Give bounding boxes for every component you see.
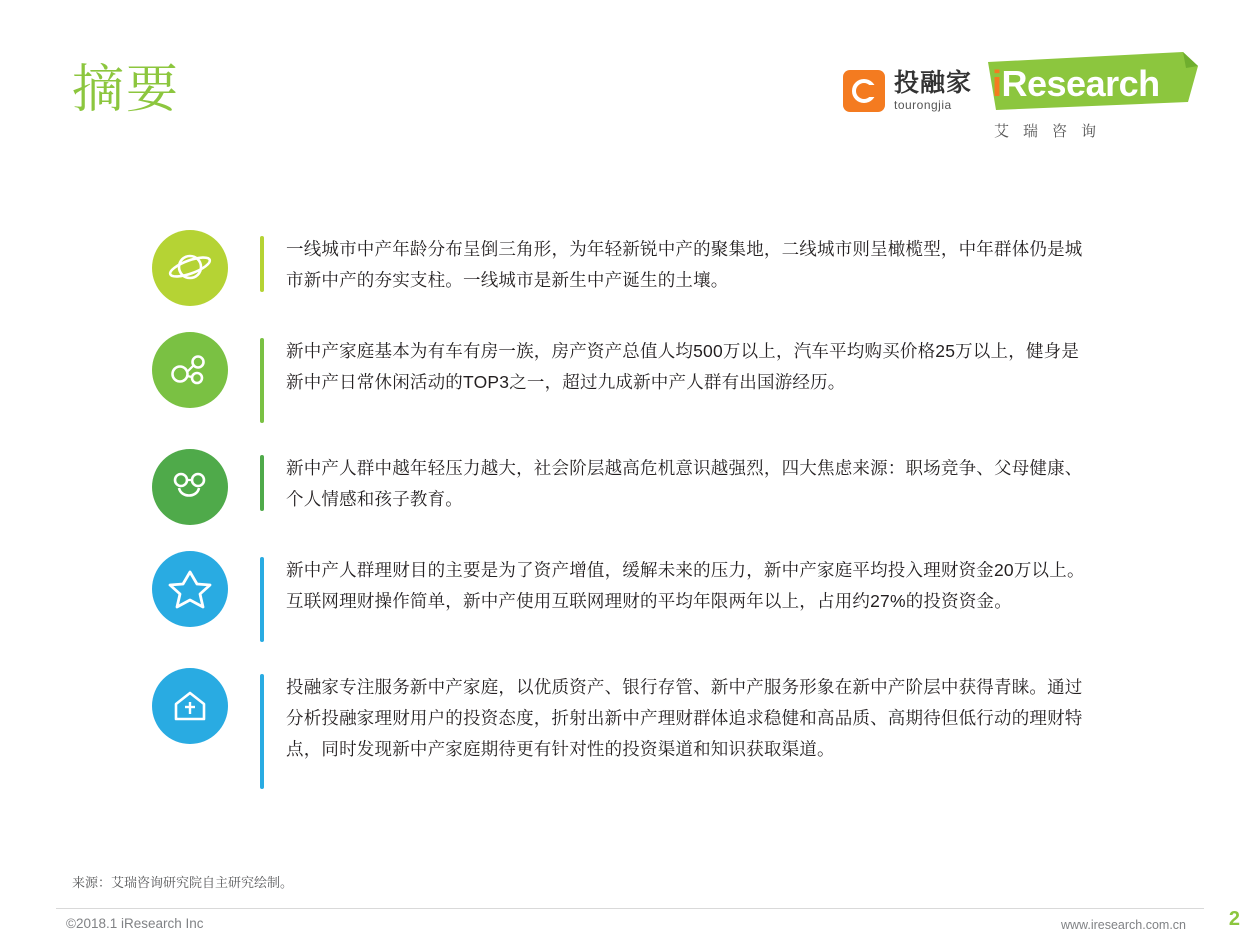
accent-bar: [260, 236, 264, 292]
tourongjia-text: [894, 71, 972, 111]
home-icon: [152, 668, 228, 744]
icon-container: [150, 332, 230, 408]
page-title: 摘要: [72, 61, 181, 119]
network-glyph-icon: [167, 464, 213, 510]
molecule-icon: [152, 332, 228, 408]
list-item: [150, 668, 1090, 789]
iresearch-research-letters: Research: [1001, 63, 1160, 104]
tourongjia-cn-label: 投融家: [893, 69, 972, 97]
accent-bar: [260, 674, 264, 789]
molecule-glyph-icon: [167, 347, 213, 393]
icon-container: [150, 230, 230, 306]
tourongjia-logo: [843, 70, 972, 112]
icon-container: [150, 551, 230, 627]
icon-container: [150, 668, 230, 744]
home-glyph-icon: [167, 683, 213, 729]
page-number: 2: [1228, 908, 1240, 930]
icon-container: [150, 449, 230, 525]
iresearch-logo: [988, 52, 1198, 148]
copyright-label: ©2018.1 iResearch Inc: [66, 916, 204, 931]
list-item-text: 新中产人群理财目的主要是为了资产增值，缓解未来的压力，新中产家庭平均投入理财资金20万以上。互联网理财操作简单，新中产使用互联网理财的平均年限两年以上，占用约27%的投资资金。: [286, 560, 1085, 611]
website-label: www.iresearch.com.cn: [1060, 918, 1186, 932]
tourongjia-en-label: tourongjia: [893, 98, 952, 112]
summary-list: [150, 230, 1090, 815]
planet-icon: [152, 230, 228, 306]
accent-bar: [260, 338, 264, 423]
list-item: [150, 449, 1090, 525]
planet-glyph-icon: [167, 245, 213, 291]
star-glyph-icon: [166, 565, 214, 613]
accent-bar: [260, 557, 264, 642]
list-item: [150, 551, 1090, 642]
iresearch-i-letter: i: [992, 63, 1002, 104]
list-item-text: 新中产人群中越年轻压力越大，社会阶层越高危机意识越强烈，四大焦虑来源：职场竞争、父母健康、个人情感和孩子教育。: [286, 458, 1083, 509]
star-icon: [152, 551, 228, 627]
list-item: [150, 230, 1090, 306]
iresearch-wordmark: [992, 63, 1160, 104]
tourongjia-mark-icon: [843, 70, 885, 112]
list-item-text: 新中产家庭基本为有车有房一族，房产资产总值人均500万以上，汽车平均购买价格25万以上，健身是新中产日常休闲活动的TOP3之一，超过九成新中产人群有出国游经历。: [286, 341, 1080, 392]
iresearch-cn-label: 艾瑞咨询: [994, 123, 1111, 140]
footer-divider: [56, 908, 1204, 909]
list-item-text: 投融家专注服务新中产家庭，以优质资产、银行存管、新中产服务形象在新中产阶层中获得青睐。通过分析投融家理财用户的投资态度，折射出新中产理财群体追求稳健和高品质、高期待但低行动的理财特点，同时发现新中产家庭期待更有针对性的投资渠道和知识获取渠道。: [286, 677, 1083, 759]
network-icon: [152, 449, 228, 525]
accent-bar: [260, 455, 264, 511]
logo-block: [843, 52, 1198, 152]
list-item: [150, 332, 1090, 423]
source-note: 来源：艾瑞咨询研究院自主研究绘制。: [72, 875, 294, 890]
list-item-text: 一线城市中产年龄分布呈倒三角形，为年轻新锐中产的聚集地，二线城市则呈橄榄型，中年群体仍是城市新中产的夯实支柱。一线城市是新生中产诞生的土壤。: [286, 239, 1083, 290]
